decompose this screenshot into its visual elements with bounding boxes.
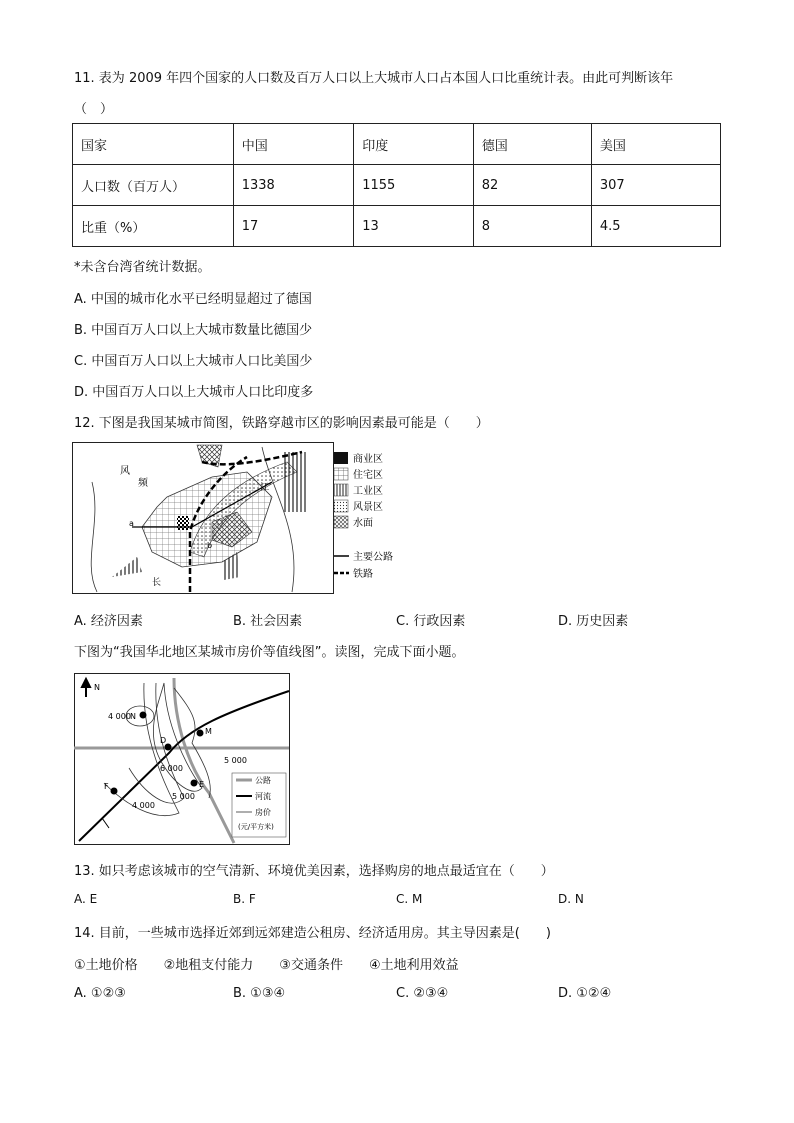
section-intro: 下图为“我国华北地区某城市房价等值线图”。读图，完成下面小题。 [74,645,465,660]
q13-stem: 13. 如只考虑该城市的空气清新、环境优美因素，选择购房的地点最适宜在（ ） [74,864,554,879]
q14-stem: 14. 目前，一些城市选择近郊到远郊建造公租房、经济适用房。其主导因素是( ) [74,926,551,941]
q12-stem: 12. 下图是我国某城市简图，铁路穿越市区的影响因素最可能是（ ） [74,416,489,431]
q14-option-c[interactable]: C. ②③④ [396,986,449,1001]
table-row [73,165,721,206]
q11-stem: 11. 表为 2009 年四个国家的人口数及百万人口以上大城市人口占本国人口比重统计表。由此可判断该年 [74,71,674,86]
point-label-n: N [130,712,136,721]
industrial-zone [282,452,307,512]
point-e [191,780,198,787]
contour-label: 4 000 [132,801,155,810]
q11-option-d[interactable]: D. 中国百万人口以上大城市人口比印度多 [74,385,314,400]
legend-label: 工业区 [353,486,383,497]
legend-swatch-industrial [334,484,348,496]
table-cell: 4.5 [591,206,720,247]
map-label-b: b [207,541,213,550]
table-cell: 人口数（百万人） [73,165,234,206]
point-label-f: F [104,782,109,791]
q12-option-b[interactable]: B. 社会因素 [233,614,303,629]
q13-option-b[interactable]: B. F [233,892,256,906]
q13-option-a[interactable]: A. E [74,892,98,906]
point-n [140,712,147,719]
table-cell: 国家 [73,124,234,165]
table-cell: 德国 [473,124,591,165]
legend-label: 水面 [353,518,373,529]
house-price-map [74,673,290,845]
q11-paren: （ ） [74,102,114,117]
q12-option-a[interactable]: A. 经济因素 [74,614,143,629]
contour-label: 5 000 [224,756,247,765]
table-cell: 307 [591,165,720,206]
table-cell: 82 [473,165,591,206]
contour-label: 4 000 [108,712,131,721]
point-label-m: M [205,727,212,736]
table-cell: 印度 [354,124,474,165]
q11-option-a[interactable]: A. 中国的城市化水平已经明显超过了德国 [74,292,312,307]
q11-option-c[interactable]: C. 中国百万人口以上大城市人口比美国少 [74,354,313,369]
q13-option-c[interactable]: C. M [396,892,423,906]
city-map-legend [333,450,423,585]
point-f [111,788,118,795]
legend-swatch-residential [334,468,348,480]
map-label-pin: 频 [138,478,148,489]
q11-note: *未含台湾省统计数据。 [74,260,211,275]
legend-label: 住宅区 [353,470,383,481]
table-cell: 中国 [233,124,353,165]
legend-label: 铁路 [353,569,373,580]
legend-label: 房价 [255,808,271,817]
table-cell: 比重（%） [73,206,234,247]
q14-option-b[interactable]: B. ①③④ [233,986,286,1001]
table-cell: 美国 [591,124,720,165]
legend-swatch-scenic [334,500,348,512]
map-label-chang: 长 [152,578,162,588]
contour-label: 6 000 [160,764,183,773]
point-label-e: E [199,780,205,789]
q12-option-d[interactable]: D. 历史因素 [558,614,629,629]
table-cell: 8 [473,206,591,247]
q14-option-a[interactable]: A. ①②③ [74,986,126,1001]
legend-label: 商业区 [353,454,383,465]
table-cell: 17 [233,206,353,247]
q14-option-d[interactable]: D. ①②④ [558,986,612,1001]
table-row [73,206,721,247]
q13-option-d[interactable]: D. N [558,892,584,906]
commercial-zone [177,516,189,530]
city-map [72,442,334,594]
q11-option-b[interactable]: B. 中国百万人口以上大城市数量比德国少 [74,323,313,338]
north-label: N [94,683,100,692]
map-label-jiang: 江 [260,483,270,493]
legend-label: 主要公路 [353,552,393,563]
q12-option-c[interactable]: C. 行政因素 [396,614,466,629]
legend-label: (元/平方米) [238,823,274,831]
legend-swatch-commercial [334,452,348,464]
q14-factors: ①土地价格 ②地租支付能力 ③交通条件 ④土地利用效益 [74,958,459,973]
table-cell: 13 [354,206,474,247]
table-row [73,124,721,165]
stat-table [72,123,721,247]
map-label-a: a [129,519,134,528]
table-cell: 1338 [233,165,353,206]
point-label-d: D [160,736,167,745]
contour-label: 5 000 [172,792,195,801]
legend-label: 公路 [255,776,271,785]
table-cell: 1155 [354,165,474,206]
legend-swatch-water [334,516,348,528]
legend-label: 风景区 [353,502,383,513]
point-m [197,730,204,737]
map-label-feng: 风 [120,466,130,477]
legend-label: 河流 [255,792,271,801]
